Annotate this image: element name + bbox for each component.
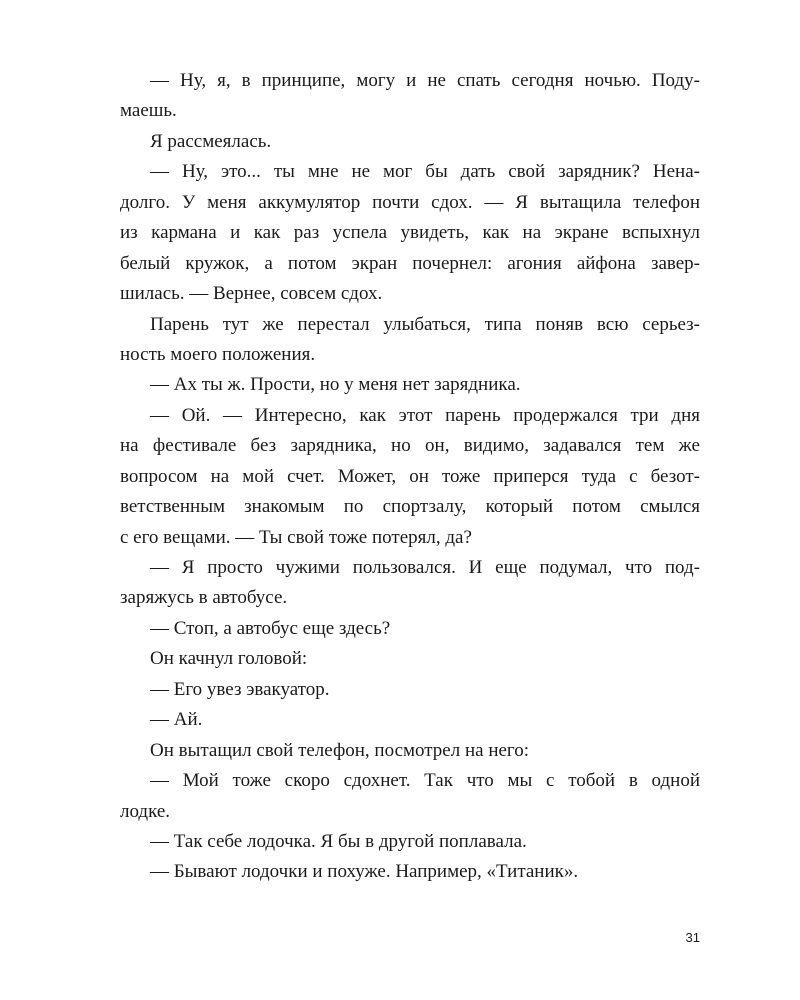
text-line: — Ну, я, в принципе, могу и не спать сегодня ночью. Поду-	[150, 70, 700, 91]
text-line: Парень тут же перестал улыбаться, типа поняв всю серьез-	[150, 313, 700, 335]
text-line: маешь.	[120, 100, 177, 122]
text-line: заряжусь в автобусе.	[120, 587, 288, 609]
text-line: ветственным знакомым по спортзалу, который потом смылся	[120, 496, 700, 518]
text-line: — Ах ты ж. Прости, но у меня нет зарядника.	[150, 374, 521, 396]
text-line: вопросом на мой счет. Может, он тоже приперся туда с безот-	[120, 465, 700, 487]
text-line: — Ай.	[150, 709, 203, 731]
text-line: — Стоп, а автобус еще здесь?	[150, 617, 391, 639]
text-line: Он вытащил свой телефон, посмотрел на него:	[150, 739, 530, 761]
text-line: на фестивале без зарядника, но он, видимо, задавался тем же	[120, 435, 700, 457]
text-line: долго. У меня аккумулятор почти сдох. — Я вытащила телефон	[120, 191, 700, 213]
text-line: — Так себе лодочка. Я бы в другой поплавала.	[150, 830, 527, 852]
text-line: — Бывают лодочки и похуже. Например, «Титаник».	[150, 861, 579, 883]
text-line: ность моего положения.	[120, 343, 316, 365]
text-line: — Я просто чужими пользовался. И еще подумал, что под-	[150, 557, 700, 578]
page-number: 31	[685, 930, 700, 945]
text-line: с его вещами. — Ты свой тоже потерял, да?	[120, 526, 472, 548]
text-line: белый кружок, а потом экран почернел: агония айфона завер-	[120, 252, 700, 274]
text-line: лодке.	[120, 800, 171, 822]
text-line: Я рассмеялась.	[150, 130, 272, 152]
text-line: — Мой тоже скоро сдохнет. Так что мы с тобой в одной	[150, 770, 700, 792]
body-text	[120, 66, 700, 888]
text-line: из кармана и как раз успела увидеть, как на экране вспыхнул	[120, 222, 700, 244]
text-line: — Ой. — Интересно, как этот парень продержался три дня	[150, 404, 700, 426]
text-line: — Ну, это... ты мне не мог бы дать свой зарядник? Нена-	[150, 161, 700, 183]
text-line: шилась. — Вернее, совсем сдох.	[120, 283, 383, 305]
text-line: Он качнул головой:	[150, 648, 308, 670]
text-line: — Его увез эвакуатор.	[150, 678, 330, 700]
